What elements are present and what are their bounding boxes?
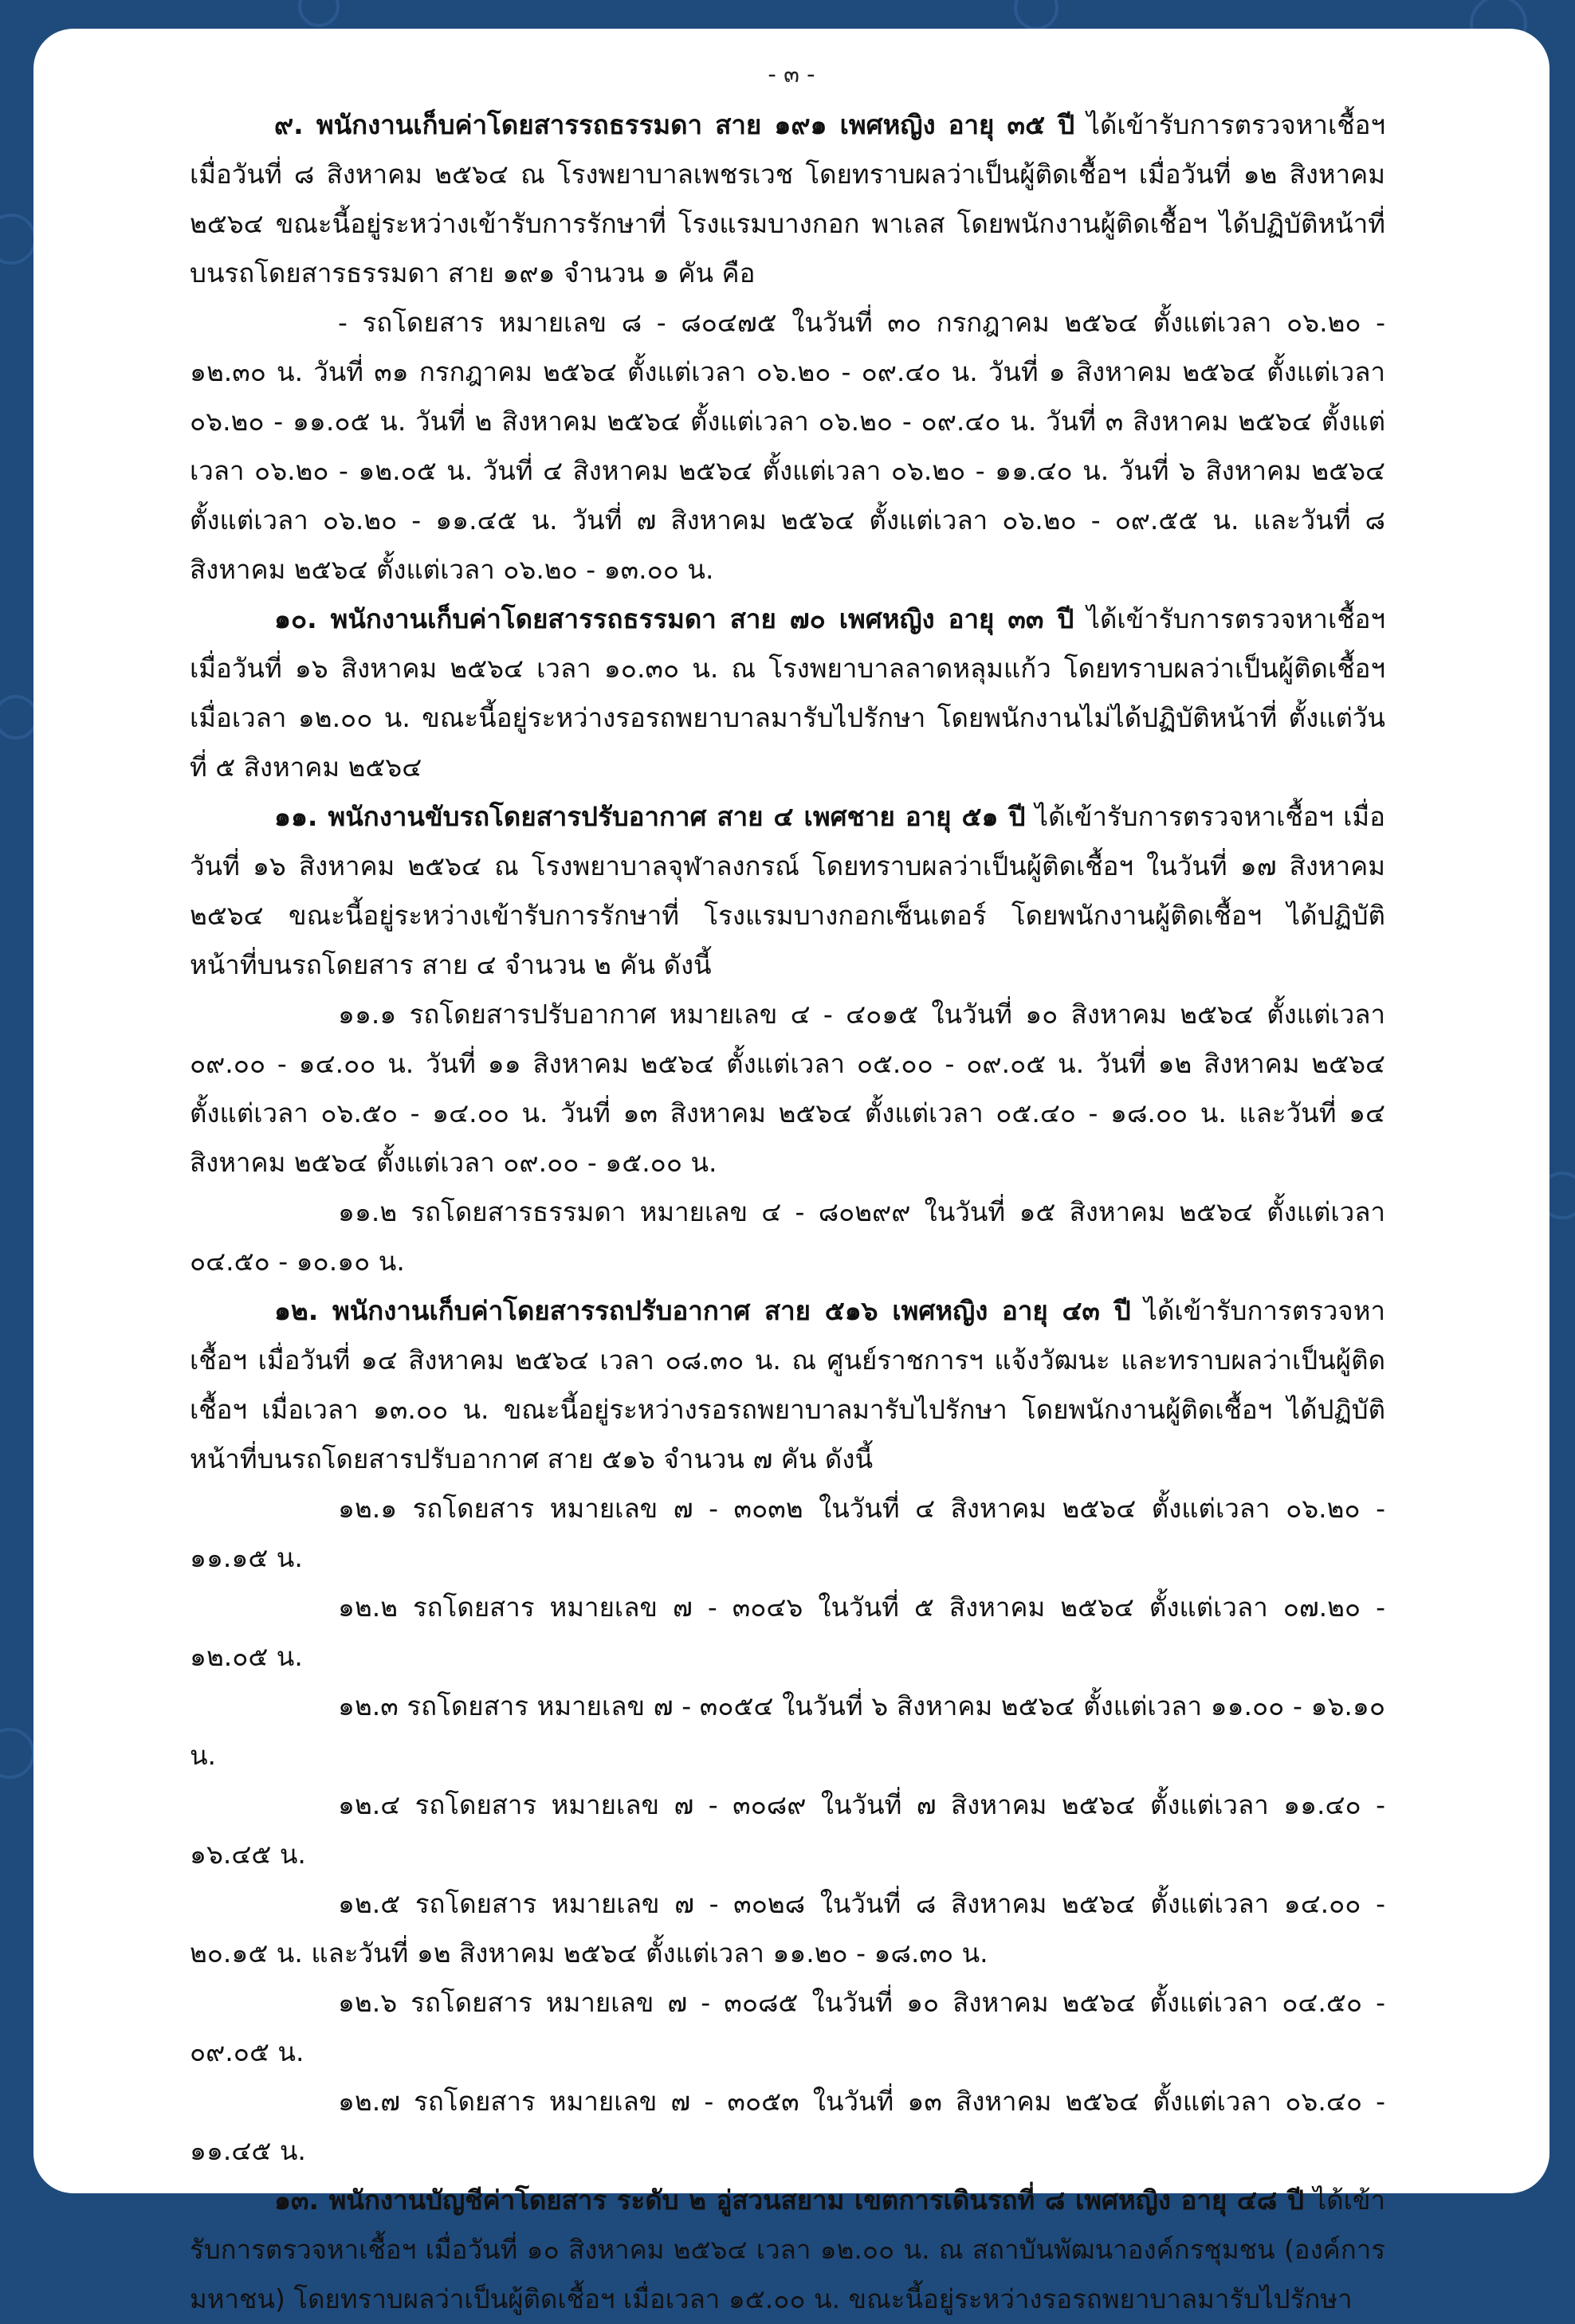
item-12-6-detail: ๑๒.๖ รถโดยสาร หมายเลข ๗ - ๓๐๘๕ ในวันที่ ๑๐ สิงหาคม ๒๕๖๔ ตั้งแต่เวลา ๐๔.๕๐ - ๐๙.๐๕ น. <box>190 1987 1385 2067</box>
item-12-7-detail: ๑๒.๗ รถโดยสาร หมายเลข ๗ - ๓๐๕๓ ในวันที่ ๑๓ สิงหาคม ๒๕๖๔ ตั้งแต่เวลา ๐๖.๔๐ - ๑๑.๔๕ น. <box>190 2086 1385 2166</box>
item-13-paragraph <box>190 2176 1385 2324</box>
page-number: - ๓ - <box>768 61 815 88</box>
item-12-3-detail: ๑๒.๓ รถโดยสาร หมายเลข ๗ - ๓๐๕๔ ในวันที่ ๖ สิงหาคม ๒๕๖๔ ตั้งแต่เวลา ๑๑.๐๐ - ๑๖.๑๐ น. <box>190 1690 1385 1771</box>
document-page <box>33 29 1549 2314</box>
item-9-bus-detail: - รถโดยสาร หมายเลข ๘ - ๘๐๔๗๕ ในวันที่ ๓๐ กรกฎาคม ๒๕๖๔ ตั้งแต่เวลา ๐๖.๒๐ - ๑๒.๓๐ น. วันที่ ๓๑ กรกฎาคม ๒๕๖๔ ตั้งแต่เวลา ๐๖.๒๐ - ๐๙.๔๐ น. วันที่ ๑ สิงหาคม ๒๕๖๔ ตั้งแต่เวลา ๐๖.๒๐ - ๑๑.๐๕ น. วันที่ ๒ สิงหาคม ๒๕๖๔ ตั้งแต่เวลา ๐๖.๒๐ - ๐๙.๔๐ น. วันที่ ๓ สิงหาคม ๒๕๖๔ ตั้งแต่เวลา ๐๖.๒๐ - ๑๒.๐๕ น. วันที่ ๔ สิงหาคม ๒๕๖๔ ตั้งแต่เวลา ๐๖.๒๐ - ๑๑.๔๐ น. วันที่ ๖ สิงหาคม ๒๕๖๔ ตั้งแต่เวลา ๐๖.๒๐ - ๑๑.๔๕ น. วันที่ ๗ สิงหาคม ๒๕๖๔ ตั้งแต่เวลา ๐๖.๒๐ - ๐๙.๕๕ น. และวันที่ ๘ สิงหาคม ๒๕๖๔ ตั้งแต่เวลา ๐๖.๒๐ - ๑๓.๐๐ น. <box>190 307 1386 585</box>
item-10-heading: ๑๐. พนักงานเก็บค่าโดยสารรถธรรมดา สาย ๗๐ เพศหญิง อายุ ๓๓ ปี <box>274 603 1074 634</box>
item-9-heading: ๙. พนักงานเก็บค่าโดยสารรถธรรมดา สาย ๑๙๑ เพศหญิง อายุ ๓๕ ปี <box>274 109 1075 140</box>
item-11-paragraph <box>190 792 1385 990</box>
item-12-paragraph <box>190 1286 1385 1484</box>
item-9-paragraph <box>190 100 1385 298</box>
item-10-text: ได้เข้ารับการตรวจหาเชื้อฯ เมื่อวันที่ ๑๖ สิงหาคม ๒๕๖๔ เวลา ๑๐.๓๐ น. ณ โรงพยาบาลลาดหลุมแก้ว โดยทราบผลว่าเป็นผู้ติดเชื้อฯ เมื่อเวลา ๑๒.๐๐ น. ขณะนี้อยู่ระหว่างรอรถพยาบาลมารับไปรักษา โดยพนักงานไม่ได้ปฏิบัติหน้าที่ ตั้งแต่วันที่ ๕ สิงหาคม ๒๕๖๔ <box>190 603 1385 783</box>
item-13-text: ได้เข้ารับการตรวจหาเชื้อฯ เมื่อวันที่ ๑๐ สิงหาคม ๒๕๖๔ เวลา ๑๒.๐๐ น. ณ สถาบันพัฒนาองค์กรชุมชน (องค์การมหาชน) โดยทราบผลว่าเป็นผู้ติดเชื้อฯ เมื่อเวลา ๑๕.๐๐ น. ขณะนี้อยู่ระหว่างรอรถพยาบาลมารับไปรักษา <box>190 2185 1385 2314</box>
item-11-text: ได้เข้ารับการตรวจหาเชื้อฯ เมื่อวันที่ ๑๖ สิงหาคม ๒๕๖๔ ณ โรงพยาบาลจุฬาลงกรณ์ โดยทราบผลว่าเป็นผู้ติดเชื้อฯ ในวันที่ ๑๗ สิงหาคม ๒๕๖๔ ขณะนี้อยู่ระหว่างเข้ารับการรักษาที่ โรงแรมบางกอกเซ็นเตอร์ โดยพนักงานผู้ติดเชื้อฯ ได้ปฏิบัติหน้าที่บนรถโดยสาร สาย ๔ จำนวน ๒ คัน ดังนี้ <box>190 801 1385 980</box>
item-11-1-detail: ๑๑.๑ รถโดยสารปรับอากาศ หมายเลข ๔ - ๔๐๑๕ ในวันที่ ๑๐ สิงหาคม ๒๕๖๔ ตั้งแต่เวลา ๐๙.๐๐ - ๑๔.๐๐ น. วันที่ ๑๑ สิงหาคม ๒๕๖๔ ตั้งแต่เวลา ๐๕.๐๐ - ๐๙.๐๕ น. วันที่ ๑๒ สิงหาคม ๒๕๖๔ ตั้งแต่เวลา ๐๖.๕๐ - ๑๔.๐๐ น. วันที่ ๑๓ สิงหาคม ๒๕๖๔ ตั้งแต่เวลา ๐๕.๔๐ - ๑๘.๐๐ น. และวันที่ ๑๔ สิงหาคม ๒๕๖๔ ตั้งแต่เวลา ๐๙.๐๐ - ๑๕.๐๐ น. <box>190 999 1385 1178</box>
item-13-heading: ๑๓. พนักงานบัญชีค่าโดยสาร ระดับ ๒ อู่สวนสยาม เขตการเดินรถที่ ๘ เพศหญิง อายุ ๔๘ ปี <box>274 2185 1304 2216</box>
item-12-1-detail: ๑๒.๑ รถโดยสาร หมายเลข ๗ - ๓๐๓๒ ในวันที่ ๔ สิงหาคม ๒๕๖๔ ตั้งแต่เวลา ๐๖.๒๐ - ๑๑.๑๕ น. <box>190 1493 1385 1573</box>
item-12-text: ได้เข้ารับการตรวจหาเชื้อฯ เมื่อวันที่ ๑๔ สิงหาคม ๒๕๖๔ เวลา ๐๘.๓๐ น. ณ ศูนย์ราชการฯ แจ้งวัฒนะ และทราบผลว่าเป็นผู้ติดเชื้อฯ เมื่อเวลา ๑๓.๐๐ น. ขณะนี้อยู่ระหว่างรอรถพยาบาลมารับไปรักษา โดยพนักงานผู้ติดเชื้อฯ ได้ปฏิบัติหน้าที่บนรถโดยสารปรับอากาศ สาย ๕๑๖ จำนวน ๗ คัน ดังนี้ <box>190 1295 1386 1474</box>
item-9-text: ได้เข้ารับการตรวจหาเชื้อฯ เมื่อวันที่ ๘ สิงหาคม ๒๕๖๔ ณ โรงพยาบาลเพชรเวช โดยทราบผลว่าเป็นผู้ติดเชื้อฯ เมื่อวันที่ ๑๒ สิงหาคม ๒๕๖๔ ขณะนี้อยู่ระหว่างเข้ารับการรักษาที่ โรงแรมบางกอก พาเลส โดยพนักงานผู้ติดเชื้อฯ ได้ปฏิบัติหน้าที่บนรถโดยสารธรรมดา สาย ๑๙๑ จำนวน ๑ คัน คือ <box>190 109 1385 289</box>
item-12-5-detail: ๑๒.๕ รถโดยสาร หมายเลข ๗ - ๓๐๒๘ ในวันที่ ๘ สิงหาคม ๒๕๖๔ ตั้งแต่เวลา ๑๔.๐๐ - ๒๐.๑๕ น. และวันที่ ๑๒ สิงหาคม ๒๕๖๔ ตั้งแต่เวลา ๑๑.๒๐ - ๑๘.๓๐ น. <box>190 1888 1385 1969</box>
item-10-paragraph <box>190 595 1385 792</box>
document-body <box>190 100 1385 2324</box>
item-12-4-detail: ๑๒.๔ รถโดยสาร หมายเลข ๗ - ๓๐๘๙ ในวันที่ ๗ สิงหาคม ๒๕๖๔ ตั้งแต่เวลา ๑๑.๔๐ - ๑๖.๔๕ น. <box>190 1789 1385 1870</box>
item-11-heading: ๑๑. พนักงานขับรถโดยสารปรับอากาศ สาย ๔ เพศชาย อายุ ๕๑ ปี <box>274 801 1026 832</box>
item-11-2-detail: ๑๑.๒ รถโดยสารธรรมดา หมายเลข ๔ - ๘๐๒๙๙ ในวันที่ ๑๕ สิงหาคม ๒๕๖๔ ตั้งแต่เวลา ๐๔.๕๐ - ๑๐.๑๐ น. <box>190 1196 1385 1277</box>
item-12-2-detail: ๑๒.๒ รถโดยสาร หมายเลข ๗ - ๓๐๔๖ ในวันที่ ๕ สิงหาคม ๒๕๖๔ ตั้งแต่เวลา ๐๗.๒๐ - ๑๒.๐๕ น. <box>190 1592 1385 1672</box>
item-12-heading: ๑๒. พนักงานเก็บค่าโดยสารรถปรับอากาศ สาย ๕๑๖ เพศหญิง อายุ ๔๓ ปี <box>274 1295 1131 1326</box>
